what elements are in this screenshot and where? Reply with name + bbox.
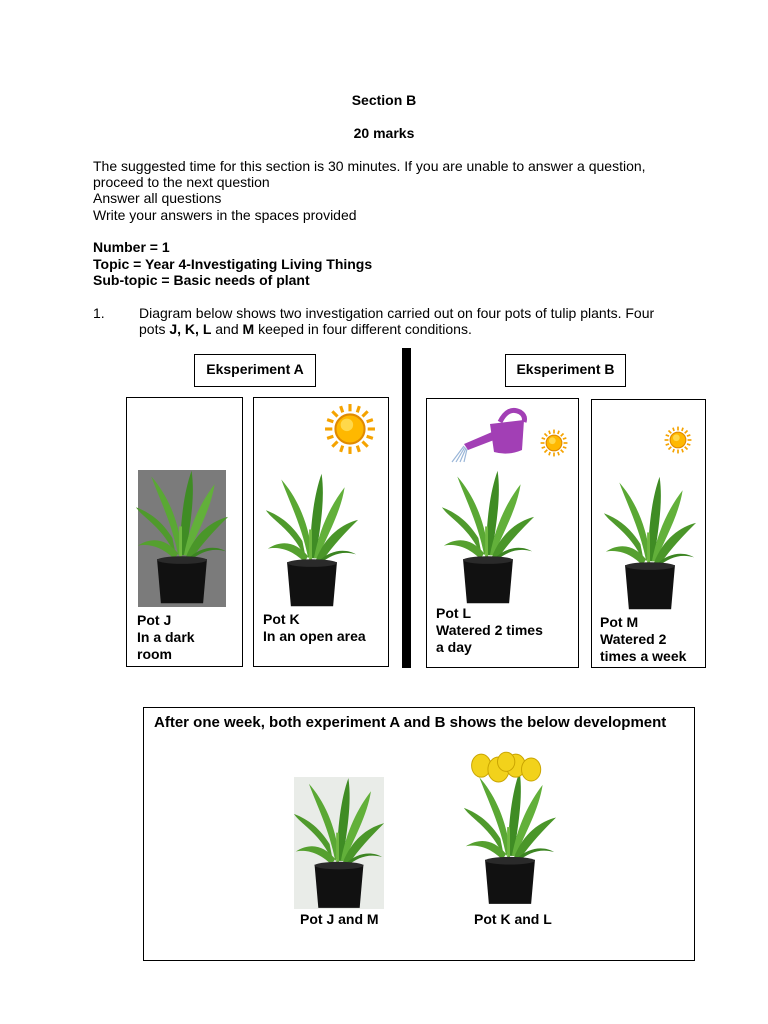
result-panel [143, 707, 695, 961]
sun-icon [664, 421, 692, 459]
section-title: Section B [351, 92, 417, 108]
result-right-caption: Pot K and L [474, 911, 552, 927]
pot-k-caption: Pot K In an open area [263, 611, 366, 644]
question-line-2: pots J, K, L and M keeped in four different conditions. [139, 321, 472, 337]
instruction-line-1: The suggested time for this section is 30 minutes. If you are unable to answer a question, [93, 158, 646, 174]
question-index: 1. [93, 305, 105, 321]
sun-icon [540, 424, 568, 462]
tulip-plant-icon [440, 468, 536, 606]
result-left-caption: Pot J and M [300, 911, 379, 927]
marks-label: 20 marks [353, 125, 415, 141]
subtopic: Sub-topic = Basic needs of plant [93, 272, 310, 288]
sun-icon [324, 403, 376, 455]
pot-l-caption: Pot L Watered 2 times a day [436, 605, 543, 655]
question-line-1: Diagram below shows two investigation carried out on four pots of tulip plants. Four [139, 305, 655, 321]
pot-m-caption: Pot M Watered 2 times a week [600, 614, 687, 664]
topic: Topic = Year 4-Investigating Living Things [93, 256, 373, 272]
question-number: Number = 1 [93, 239, 170, 255]
tulip-plant-icon [134, 466, 230, 608]
tulip-plant-icon [264, 470, 360, 610]
tulip-plant-icon [292, 776, 386, 910]
experiment-divider [402, 348, 411, 668]
result-heading: After one week, both experiment A and B shows the below development [154, 714, 667, 731]
instruction-line-4: Write your answers in the spaces provided [93, 207, 357, 223]
pot-j-caption: Pot J In a dark room [137, 612, 195, 662]
watering-can-icon [450, 404, 532, 464]
flowering-tulip-icon [462, 750, 558, 908]
tulip-plant-icon [602, 474, 698, 612]
instruction-line-3: Answer all questions [93, 190, 222, 206]
instruction-line-2: proceed to the next question [93, 174, 270, 190]
experiment-b-label: Eksperiment B [505, 354, 626, 387]
experiment-a-label: Eksperiment A [194, 354, 316, 387]
